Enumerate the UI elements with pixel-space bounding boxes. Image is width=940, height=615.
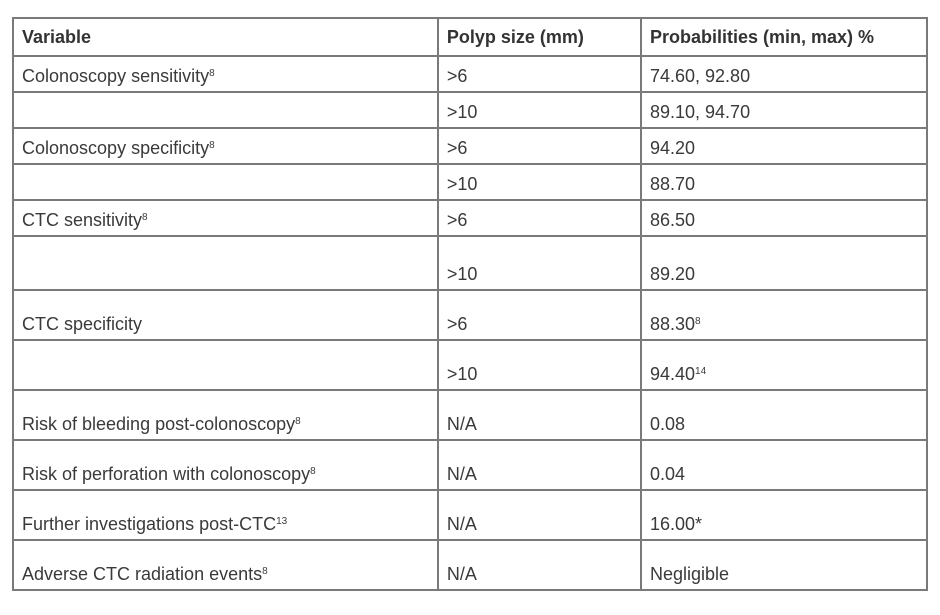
table-row — [13, 340, 927, 390]
table-row — [13, 540, 927, 590]
table-row — [13, 236, 927, 290]
size-cell: N/A — [438, 390, 641, 440]
size-cell: >6 — [438, 290, 641, 340]
size-cell: N/A — [438, 540, 641, 590]
prob-cell: Negligible — [641, 540, 927, 590]
table-row — [13, 290, 927, 340]
prob-cell: 88.30$^8$ — [641, 290, 927, 340]
size-cell: >10 — [438, 236, 641, 290]
prob-cell: 74.60, 92.80 — [641, 56, 927, 92]
size-cell: >6 — [438, 200, 641, 236]
table-row — [13, 440, 927, 490]
prob-cell: 88.70 — [641, 164, 927, 200]
variable-cell — [13, 164, 438, 200]
variable-cell: CTC sensitivity$^8$ — [13, 200, 438, 236]
header-polyp-size: Polyp size (mm) — [438, 18, 641, 56]
size-cell: N/A — [438, 440, 641, 490]
variable-cell — [13, 92, 438, 128]
variable-cell — [13, 340, 438, 390]
variable-cell: Risk of perforation with colonoscopy$^8$ — [13, 440, 438, 490]
table-row — [13, 490, 927, 540]
size-cell: >6 — [438, 128, 641, 164]
prob-cell: 16.00* — [641, 490, 927, 540]
table-row — [13, 200, 927, 236]
variable-cell — [13, 236, 438, 290]
size-cell: N/A — [438, 490, 641, 540]
prob-cell: 0.08 — [641, 390, 927, 440]
variable-cell: Risk of bleeding post-colonoscopy$^8$ — [13, 390, 438, 440]
variable-cell: Adverse CTC radiation events$^8$ — [13, 540, 438, 590]
table-row — [13, 56, 927, 92]
size-cell: >6 — [438, 56, 641, 92]
size-cell: >10 — [438, 340, 641, 390]
table-header-row — [13, 18, 927, 56]
prob-cell: 86.50 — [641, 200, 927, 236]
variable-cell: Colonoscopy specificity$^8$ — [13, 128, 438, 164]
header-probabilities: Probabilities (min, max) % — [641, 18, 927, 56]
prob-cell: 89.10, 94.70 — [641, 92, 927, 128]
probabilities-table — [12, 17, 928, 591]
size-cell: >10 — [438, 164, 641, 200]
table-row — [13, 92, 927, 128]
variable-cell: CTC specificity — [13, 290, 438, 340]
prob-cell: 94.40$^{14}$ — [641, 340, 927, 390]
table-row — [13, 164, 927, 200]
prob-cell: 89.20 — [641, 236, 927, 290]
size-cell: >10 — [438, 92, 641, 128]
header-variable: Variable — [13, 18, 438, 56]
table-row — [13, 128, 927, 164]
variable-cell: Colonoscopy sensitivity$^8$ — [13, 56, 438, 92]
prob-cell: 0.04 — [641, 440, 927, 490]
prob-cell: 94.20 — [641, 128, 927, 164]
variable-cell: Further investigations post-CTC$^{13}$ — [13, 490, 438, 540]
table-row — [13, 390, 927, 440]
